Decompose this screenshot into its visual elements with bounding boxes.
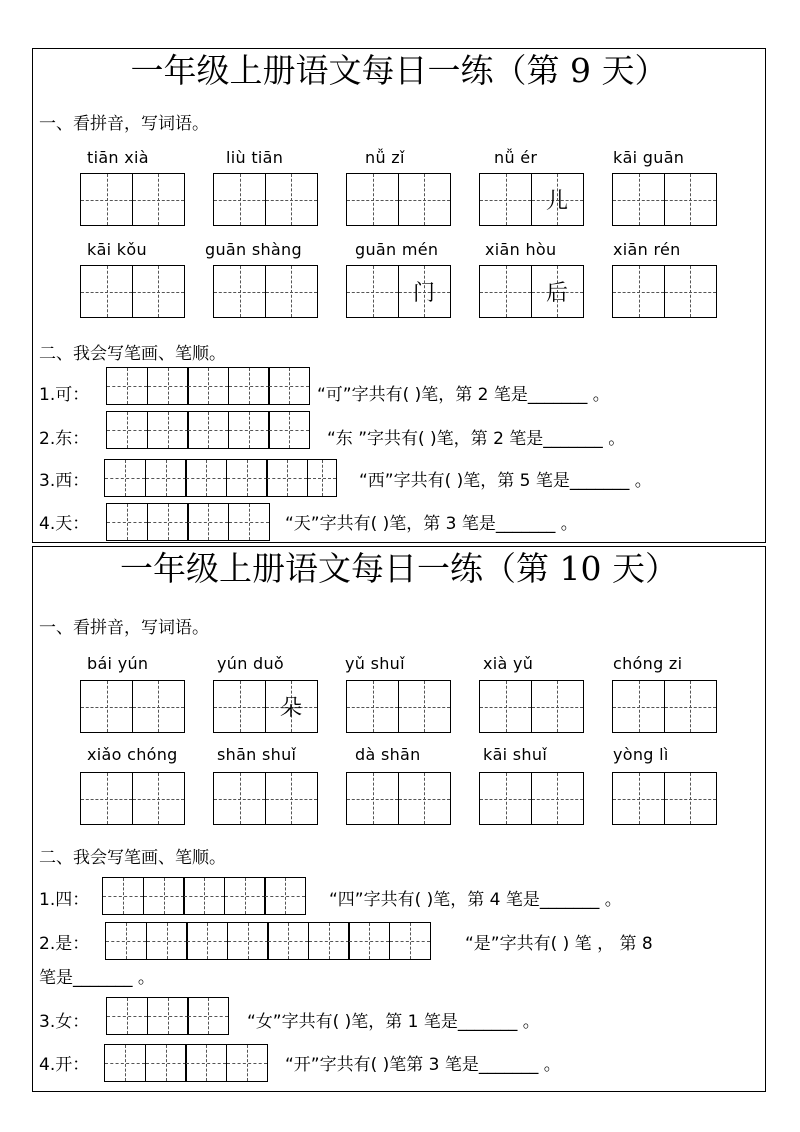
writing-cell[interactable] bbox=[213, 265, 266, 318]
writing-cell[interactable] bbox=[80, 173, 133, 226]
writing-cell[interactable] bbox=[132, 173, 185, 226]
stroke-cell[interactable] bbox=[147, 997, 189, 1035]
writing-cell[interactable] bbox=[265, 173, 318, 226]
stroke-question-text: “开”字共有( )笔第 3 笔是_______ 。 bbox=[285, 1055, 561, 1075]
stroke-question-text-continued: 笔是_______ 。 bbox=[39, 968, 155, 988]
word-writing-grid bbox=[479, 265, 582, 318]
writing-cell[interactable] bbox=[531, 265, 584, 318]
stroke-question-label: 2.东： bbox=[39, 429, 90, 449]
writing-cell[interactable] bbox=[132, 265, 185, 318]
stroke-cell[interactable] bbox=[185, 1044, 227, 1082]
pinyin-label: kāi guān bbox=[613, 148, 685, 167]
writing-cell[interactable] bbox=[398, 173, 451, 226]
pinyin-label: guān shàng bbox=[205, 240, 302, 259]
word-writing-grid bbox=[479, 173, 582, 226]
worksheet-day-9 bbox=[32, 48, 766, 543]
pinyin-label: kāi shuǐ bbox=[483, 745, 548, 764]
stroke-cell[interactable] bbox=[104, 1044, 146, 1082]
stroke-cell[interactable] bbox=[183, 877, 225, 915]
stroke-cell[interactable] bbox=[145, 1044, 187, 1082]
stroke-cell[interactable] bbox=[143, 877, 185, 915]
stroke-question-label: 1.可： bbox=[39, 385, 90, 405]
writing-cell[interactable] bbox=[479, 265, 532, 318]
pinyin-label: bái yún bbox=[87, 654, 149, 673]
stroke-cell[interactable] bbox=[187, 997, 229, 1035]
pinyin-label: nǚ ér bbox=[494, 148, 538, 167]
stroke-question-text: “女”字共有( )笔，第 1 笔是_______ 。 bbox=[247, 1012, 540, 1032]
stroke-cell[interactable] bbox=[102, 877, 144, 915]
stroke-question-text: “天”字共有( )笔，第 3 笔是_______ 。 bbox=[285, 514, 578, 534]
writing-cell[interactable] bbox=[346, 265, 399, 318]
pinyin-label: yòng lì bbox=[613, 745, 669, 764]
word-writing-grid bbox=[80, 772, 183, 825]
stroke-cell[interactable] bbox=[105, 922, 147, 960]
writing-cell[interactable] bbox=[664, 680, 717, 733]
stroke-cell[interactable] bbox=[227, 922, 269, 960]
stroke-cell[interactable] bbox=[106, 411, 148, 449]
writing-cell[interactable] bbox=[213, 772, 266, 825]
section-strokes-heading: 二、我会写笔画、笔顺。 bbox=[39, 848, 226, 868]
stroke-cell[interactable] bbox=[228, 367, 270, 405]
writing-cell[interactable] bbox=[132, 680, 185, 733]
page-title: 一年级上册语文每日一练（第 9 天） bbox=[130, 51, 668, 90]
word-writing-grid bbox=[479, 680, 582, 733]
pinyin-label: shān shuǐ bbox=[217, 745, 297, 764]
writing-cell[interactable] bbox=[612, 680, 665, 733]
section-pinyin-heading: 一、看拼音，写词语。 bbox=[39, 114, 209, 134]
word-writing-grid bbox=[213, 265, 316, 318]
writing-cell[interactable] bbox=[612, 772, 665, 825]
stroke-question-text: “西”字共有( )笔，第 5 笔是_______ 。 bbox=[359, 471, 652, 491]
writing-cell[interactable] bbox=[531, 772, 584, 825]
pinyin-label: xiān hòu bbox=[485, 240, 557, 259]
writing-cell[interactable] bbox=[346, 173, 399, 226]
stroke-order-grid bbox=[104, 1044, 266, 1082]
stroke-cell[interactable] bbox=[268, 411, 310, 449]
stroke-cell[interactable] bbox=[147, 411, 189, 449]
pinyin-label: nǚ zǐ bbox=[365, 148, 405, 167]
writing-cell[interactable] bbox=[346, 772, 399, 825]
writing-cell[interactable] bbox=[80, 772, 133, 825]
writing-cell[interactable] bbox=[531, 173, 584, 226]
stroke-order-grid bbox=[106, 503, 268, 541]
word-writing-grid bbox=[346, 772, 449, 825]
writing-cell[interactable] bbox=[531, 680, 584, 733]
pinyin-label: xiǎo chóng bbox=[87, 745, 178, 764]
pinyin-label: xià yǔ bbox=[483, 654, 534, 673]
stroke-cell[interactable] bbox=[308, 922, 350, 960]
stroke-cell[interactable] bbox=[348, 922, 390, 960]
writing-cell[interactable] bbox=[80, 265, 133, 318]
writing-cell[interactable] bbox=[80, 680, 133, 733]
stroke-cell[interactable] bbox=[106, 997, 148, 1035]
pinyin-label: chóng zi bbox=[613, 654, 683, 673]
pinyin-label: tiān xià bbox=[87, 148, 149, 167]
pinyin-label: guān mén bbox=[355, 240, 439, 259]
stroke-cell[interactable] bbox=[187, 503, 229, 541]
word-writing-grid bbox=[612, 680, 715, 733]
stroke-question-text: “是”字共有( ) 笔 ， 第 8 bbox=[465, 934, 653, 954]
word-writing-grid bbox=[346, 680, 449, 733]
stroke-question-text: “四”字共有( )笔，第 4 笔是_______ 。 bbox=[329, 890, 622, 910]
stroke-cell[interactable] bbox=[266, 459, 308, 497]
word-writing-grid bbox=[80, 265, 183, 318]
word-writing-grid bbox=[346, 265, 449, 318]
writing-cell[interactable] bbox=[479, 772, 532, 825]
stroke-order-grid bbox=[104, 459, 335, 497]
word-writing-grid bbox=[479, 772, 582, 825]
writing-cell[interactable] bbox=[398, 772, 451, 825]
stroke-cell[interactable] bbox=[307, 459, 337, 497]
stroke-cell[interactable] bbox=[267, 922, 309, 960]
stroke-cell[interactable] bbox=[187, 367, 229, 405]
stroke-cell[interactable] bbox=[268, 367, 310, 405]
word-writing-grid bbox=[80, 680, 183, 733]
stroke-question-label: 3.女： bbox=[39, 1012, 90, 1032]
writing-cell[interactable] bbox=[265, 680, 318, 733]
writing-cell[interactable] bbox=[132, 772, 185, 825]
writing-cell[interactable] bbox=[612, 173, 665, 226]
stroke-cell[interactable] bbox=[106, 503, 148, 541]
pinyin-label: xiān rén bbox=[613, 240, 681, 259]
given-character: 后 bbox=[545, 281, 568, 306]
writing-cell[interactable] bbox=[612, 265, 665, 318]
writing-cell[interactable] bbox=[479, 680, 532, 733]
stroke-cell[interactable] bbox=[228, 411, 270, 449]
pinyin-label: yún duǒ bbox=[217, 654, 285, 673]
word-writing-grid bbox=[213, 772, 316, 825]
word-writing-grid bbox=[213, 680, 316, 733]
stroke-cell[interactable] bbox=[185, 459, 227, 497]
stroke-cell[interactable] bbox=[145, 459, 187, 497]
stroke-order-grid bbox=[105, 922, 429, 960]
stroke-question-label: 4.天： bbox=[39, 514, 90, 534]
stroke-cell[interactable] bbox=[224, 877, 266, 915]
pinyin-label: dà shān bbox=[355, 745, 421, 764]
stroke-cell[interactable] bbox=[146, 922, 188, 960]
writing-cell[interactable] bbox=[664, 173, 717, 226]
stroke-order-grid bbox=[106, 997, 228, 1035]
given-character: 儿 bbox=[545, 189, 568, 214]
stroke-cell[interactable] bbox=[226, 459, 268, 497]
stroke-cell[interactable] bbox=[389, 922, 431, 960]
given-character: 朵 bbox=[279, 696, 302, 721]
worksheet-day-10 bbox=[32, 546, 766, 1092]
stroke-cell[interactable] bbox=[187, 411, 229, 449]
writing-cell[interactable] bbox=[213, 173, 266, 226]
word-writing-grid bbox=[612, 772, 715, 825]
stroke-cell[interactable] bbox=[226, 1044, 268, 1082]
stroke-cell[interactable] bbox=[104, 459, 146, 497]
stroke-cell[interactable] bbox=[186, 922, 228, 960]
stroke-order-grid bbox=[106, 367, 309, 405]
writing-cell[interactable] bbox=[398, 265, 451, 318]
section-strokes-heading: 二、我会写笔画、笔顺。 bbox=[39, 344, 226, 364]
word-writing-grid bbox=[612, 173, 715, 226]
stroke-question-label: 3.西： bbox=[39, 471, 90, 491]
pinyin-label: kāi kǒu bbox=[87, 240, 147, 259]
writing-cell[interactable] bbox=[346, 680, 399, 733]
stroke-cell[interactable] bbox=[147, 503, 189, 541]
stroke-question-label: 2.是： bbox=[39, 934, 90, 954]
writing-cell[interactable] bbox=[265, 265, 318, 318]
given-character: 门 bbox=[412, 281, 435, 306]
word-writing-grid bbox=[346, 173, 449, 226]
word-writing-grid bbox=[612, 265, 715, 318]
stroke-cell[interactable] bbox=[264, 877, 306, 915]
stroke-cell[interactable] bbox=[228, 503, 270, 541]
page-title: 一年级上册语文每日一练（第 10 天） bbox=[120, 549, 678, 588]
writing-cell[interactable] bbox=[265, 772, 318, 825]
stroke-question-label: 1.四： bbox=[39, 890, 90, 910]
stroke-order-grid bbox=[106, 411, 309, 449]
pinyin-label: yǔ shuǐ bbox=[345, 654, 405, 673]
stroke-order-grid bbox=[102, 877, 305, 915]
stroke-cell[interactable] bbox=[106, 367, 148, 405]
writing-cell[interactable] bbox=[664, 772, 717, 825]
stroke-question-text: “可”字共有( )笔，第 2 笔是_______ 。 bbox=[317, 385, 610, 405]
stroke-question-label: 4.开： bbox=[39, 1055, 90, 1075]
writing-cell[interactable] bbox=[664, 265, 717, 318]
writing-cell[interactable] bbox=[213, 680, 266, 733]
writing-cell[interactable] bbox=[398, 680, 451, 733]
pinyin-label: liù tiān bbox=[226, 148, 284, 167]
section-pinyin-heading: 一、看拼音，写词语。 bbox=[39, 618, 209, 638]
word-writing-grid bbox=[213, 173, 316, 226]
writing-cell[interactable] bbox=[479, 173, 532, 226]
word-writing-grid bbox=[80, 173, 183, 226]
stroke-cell[interactable] bbox=[147, 367, 189, 405]
stroke-question-text: “东 ”字共有( )笔，第 2 笔是_______ 。 bbox=[327, 429, 626, 449]
